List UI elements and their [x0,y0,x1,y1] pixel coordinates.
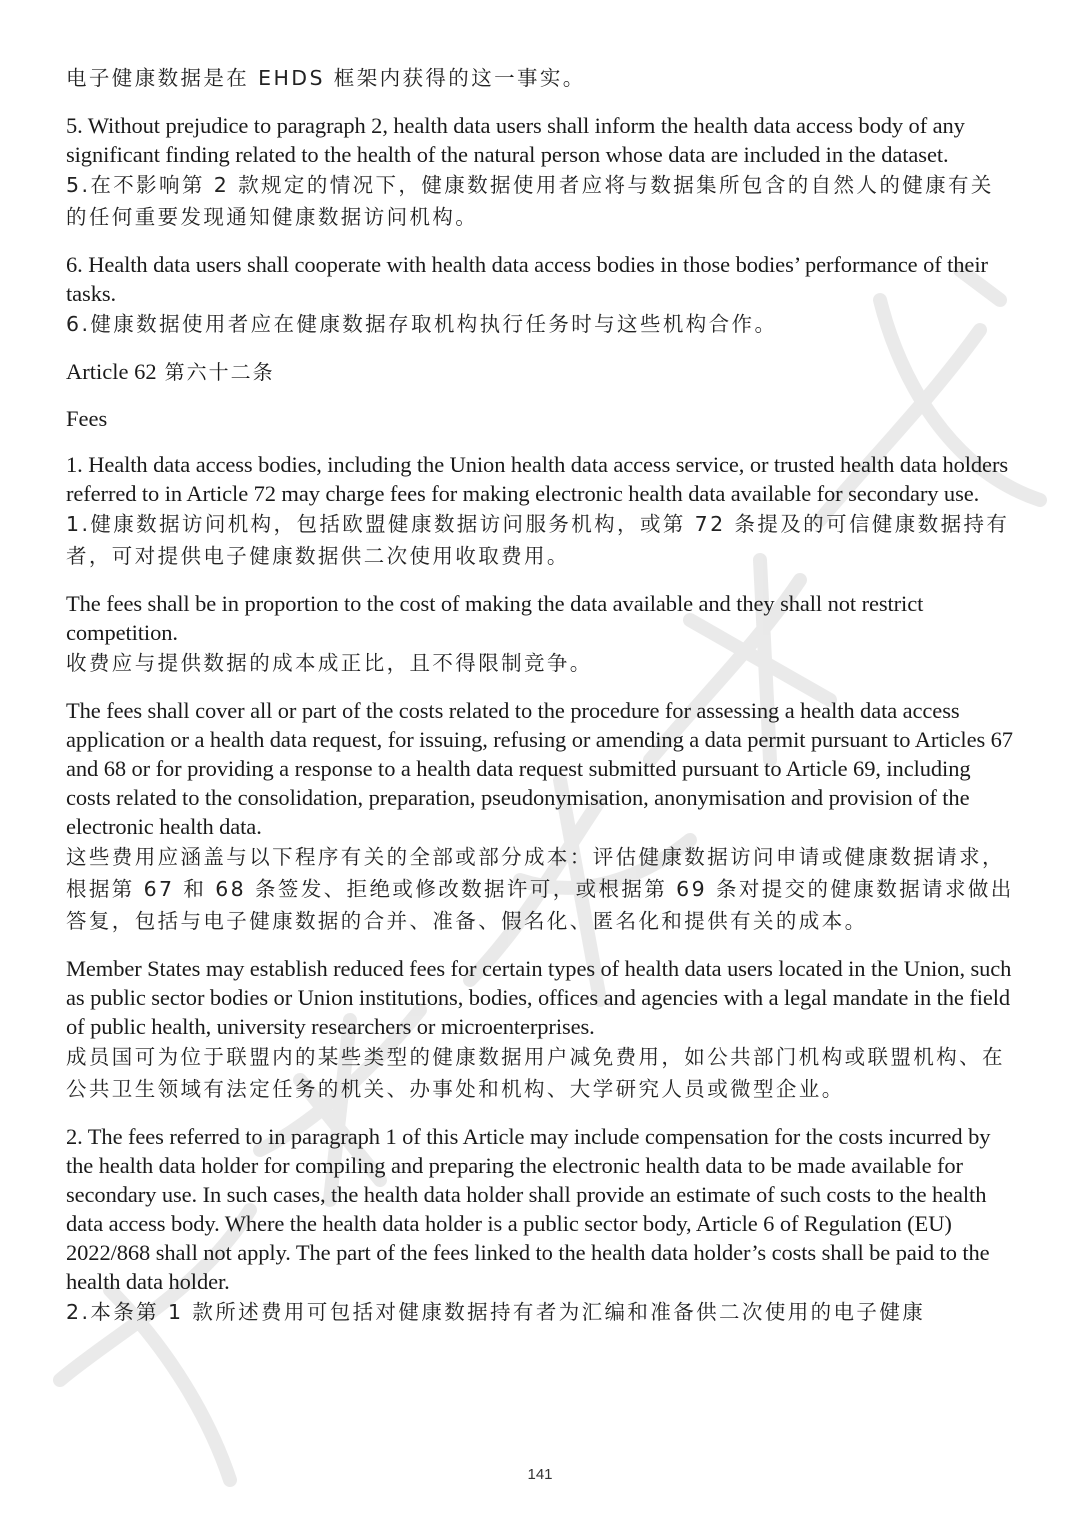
paragraph [66,450,1016,572]
paragraph-zh: 这些费用应涵盖与以下程序有关的全部或部分成本：评估健康数据访问申请或健康数据请求，根据第 67 和 68 条签发、拒绝或修改数据许可，或根据第 69 条对提交的健康数据请求做出答复，包括与电子健康数据的合并、准备、假名化、匿名化和提供有关的成本。 [66,845,1014,933]
paragraph-en: The fees shall be in proportion to the cost of making the data available and they shall not restrict competition. [66,591,924,645]
paragraph-zh: 电子健康数据是在 EHDS 框架内获得的这一事实。 [66,66,586,90]
paragraph-en: 2. The fees referred to in paragraph 1 of this Article may include compensation for the costs incurred by the health data holder for compiling and preparing the electronic health data to be made available for secondary use. In such cases, the health data holder shall provide an estimate of such costs to the health data access body. Where the health data holder is a public sector body, Article 6 of Regulation (EU) 2022/868 shall not apply. The part of the fees linked to the health data holder’s costs shall be paid to the health data holder. [66,1124,991,1294]
document-body [66,62,1016,1345]
paragraph [66,696,1016,937]
paragraph [66,954,1016,1105]
paragraph [66,62,1016,94]
heading-zh: 第六十二条 [164,360,275,384]
paragraph-zh: 收费应与提供数据的成本成正比，且不得限制竞争。 [66,651,593,675]
paragraph-en: 6. Health data users shall cooperate with health data access bodies in those bodies’ performance of their tasks. [66,252,988,306]
paragraph-en: 1. Health data access bodies, including the Union health data access service, or trusted health data holders referred to in Article 72 may charge fees for making electronic health data available for secondary use. [66,452,1008,506]
section-heading [66,404,1016,433]
paragraph-en: 5. Without prejudice to paragraph 2, health data users shall inform the health data access body of any significant finding related to the health of the natural person whose data are included in the dataset. [66,113,965,167]
paragraph [66,250,1016,340]
paragraph-en: The fees shall cover all or part of the costs related to the procedure for assessing a health data access application or a health data request, for issuing, refusing or amending a data permit pursuant to Articles 67 and 68 or for providing a response to a health data request submitted pursuant to Article 69, including costs related to the consolidation, preparation, pseudonymisation, anonymisation and provision of the electronic health data. [66,698,1013,839]
paragraph-zh: 6.健康数据使用者应在健康数据存取机构执行任务时与这些机构合作。 [66,312,778,336]
section-heading [66,357,1016,387]
paragraph [66,1122,1016,1328]
paragraph [66,111,1016,233]
paragraph-zh: 1.健康数据访问机构，包括欧盟健康数据访问服务机构，或第 72 条提及的可信健康数据持有者，可对提供电子健康数据供二次使用收取费用。 [66,512,1010,568]
page-number: 141 [527,1466,553,1483]
paragraph-zh: 2.本条第 1 款所述费用可包括对健康数据持有者为汇编和准备供二次使用的电子健康 [66,1300,926,1324]
heading-en: Article 62 [66,359,157,384]
paragraph [66,589,1016,679]
paragraph-zh: 5.在不影响第 2 款规定的情况下，健康数据使用者应将与数据集所包含的自然人的健康有关 的任何重要发现通知健康数据访问机构。 [66,173,994,229]
paragraph-en: Member States may establish reduced fees for certain types of health data users located in the Union, such as public sector bodies or Union institutions, bodies, offices and agencies with a legal mandate in the field of public health, university researchers or microenterprises. [66,956,1012,1039]
paragraph-zh: 成员国可为位于联盟内的某些类型的健康数据用户减免费用，如公共部门机构或联盟机构、在公共卫生领域有法定任务的机关、办事处和机构、大学研究人员或微型企业。 [66,1045,1005,1101]
heading-en: Fees [66,406,108,431]
